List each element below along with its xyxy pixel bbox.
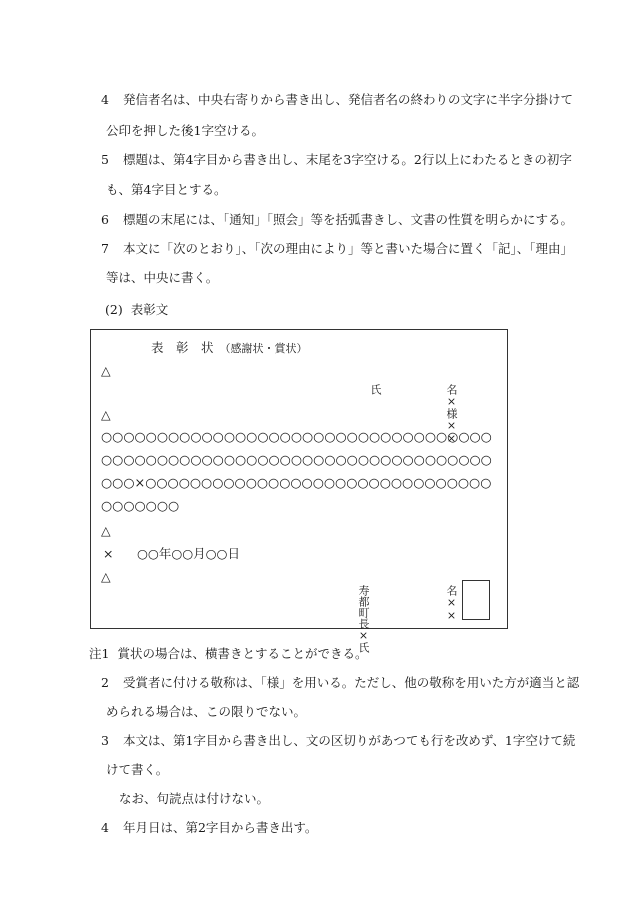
note-3-line1: [101, 733, 575, 749]
item-number: 6: [101, 212, 109, 227]
item-number: 7: [101, 241, 109, 256]
recipient-suffix: 氏: [369, 384, 382, 395]
space-mark: △: [101, 363, 111, 378]
form-title-note: （感謝状・賞状）: [219, 342, 308, 355]
note-text: 本文は、第1字目から書き出し、文の区切りがあつても行を改めず、1字空けて続: [122, 733, 576, 748]
note-2-line1: [101, 675, 579, 691]
note-4: [101, 820, 317, 836]
note-text: 年月日は、第2字目から書き出す。: [122, 820, 318, 835]
item-text: 本文に「次のとおり」、「次の理由により」等と書いた場合に置く「記」、「理由」: [122, 241, 573, 256]
item-7-line2: 等は、中央に書く。: [106, 270, 219, 285]
item-text: 発信者名は、中央右寄りから書き出し、発信者名の終わりの文字に半字分掛けて: [122, 92, 573, 107]
note-number: 2: [101, 675, 109, 690]
item-number: 4: [101, 92, 109, 107]
item-4-line2: 公印を押した後1字空ける。: [106, 123, 264, 138]
issuer-title: 寿都町長×氏: [357, 585, 370, 653]
space-mark: △: [101, 407, 111, 422]
note-number: 注1: [89, 646, 110, 661]
note-text: 賞状の場合は、横書きとすることができる。: [117, 646, 368, 661]
form-title: 表 彰 状 （感謝状・賞状）: [151, 340, 308, 355]
item-text: 標題は、第4字目から書き出し、末尾を3字空ける。2行以上にわたるときの初字: [122, 152, 572, 167]
certificate-form: [90, 329, 508, 653]
date-indent-mark: ×: [103, 546, 114, 561]
body-line: ○○○○○○○: [101, 499, 180, 514]
note-1: [89, 646, 367, 662]
date-text: ○○年○○月○○日: [137, 546, 240, 561]
item-text: 標題の末尾には、「通知」「照会」等を括弧書きし、文書の性質を明らかにする。: [122, 212, 573, 227]
note-3-line2: けて書く。: [106, 762, 169, 777]
body-line: ○○○○○○○○○○○○○○○○○○○○○○○○○○○○○○○○○○○: [101, 453, 492, 468]
body-line: ○○○×○○○○○○○○○○○○○○○○○○○○○○○○○○○○○○○: [101, 476, 492, 491]
note-2-line2: められる場合は、この限りでない。: [106, 704, 307, 719]
item-6-line1: [101, 212, 573, 228]
item-number: 5: [101, 152, 109, 167]
note-3-line3: なお、句読点は付けない。: [119, 791, 270, 806]
issuer-name: 名××: [445, 585, 458, 622]
item-7-line1: [101, 241, 573, 257]
section-heading: [105, 302, 168, 318]
note-number: 3: [101, 733, 109, 748]
space-mark: △: [101, 569, 111, 584]
section-number: (2): [105, 302, 123, 317]
item-5-line1: [101, 152, 572, 168]
recipient-name: 名×様××: [445, 384, 458, 445]
section-title: 表彰文: [130, 302, 169, 317]
item-5-line2: も、第4字目とする。: [106, 182, 227, 197]
official-seal-frame: [462, 580, 490, 620]
space-mark: △: [101, 523, 111, 538]
note-text: 受賞者に付ける敬称は、「様」を用いる。ただし、他の敬称を用いた方が適当と認: [122, 675, 580, 690]
body-line: ○○○○○○○○○○○○○○○○○○○○○○○○○○○○○○○○○○○: [101, 430, 492, 445]
item-4-line1: [101, 92, 573, 108]
note-number: 4: [101, 820, 109, 835]
